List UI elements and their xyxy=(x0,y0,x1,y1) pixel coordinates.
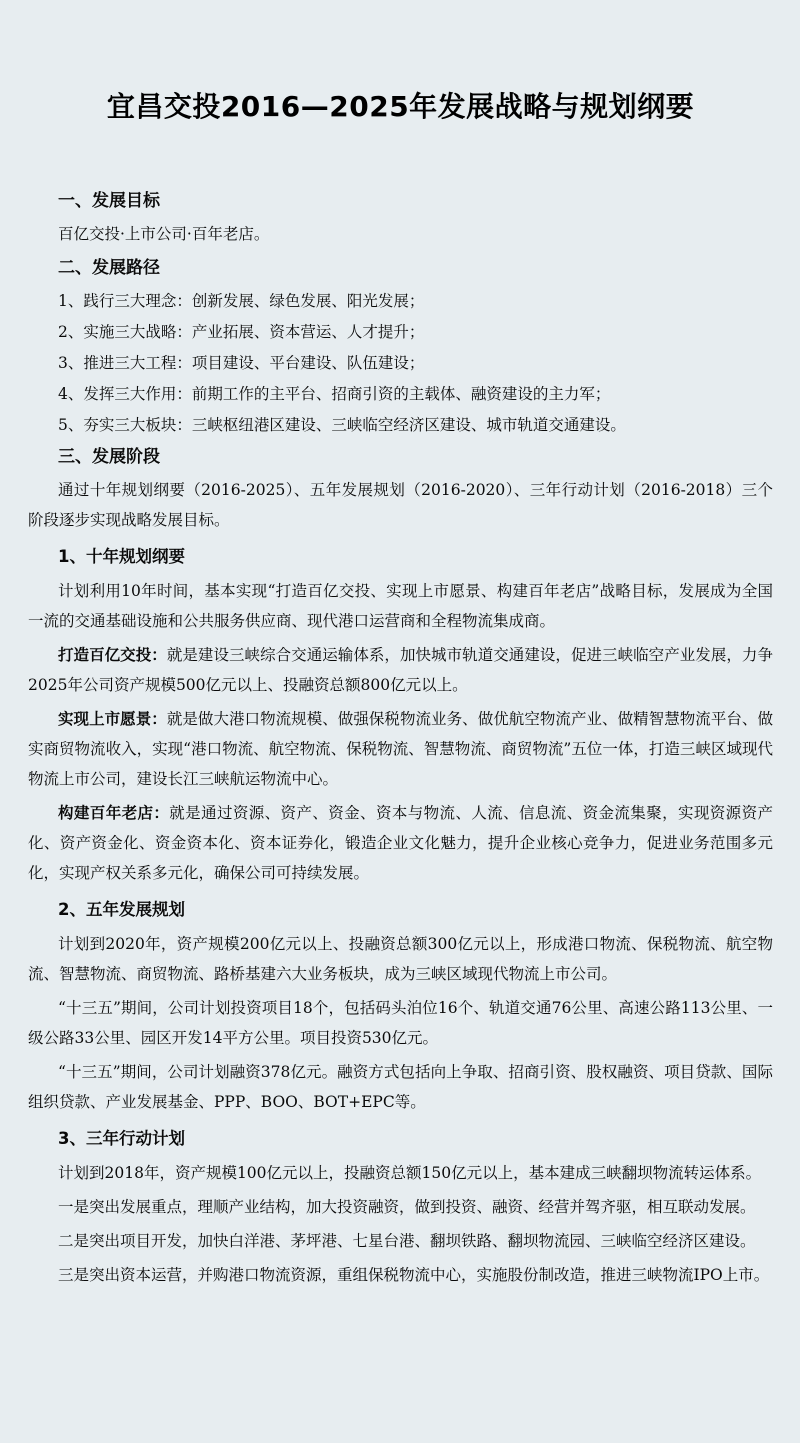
paragraph-realize-listing-vision xyxy=(28,704,773,794)
paragraph-priority-capital-operation: 三是突出资本运营，并购港口物流资源，重组保税物流中心，实施股份制改造，推进三峡物流IPO上市。 xyxy=(58,1266,770,1284)
list-item-three-concepts: 1、践行三大理念：创新发展、绿色发展、阳光发展； xyxy=(58,292,425,310)
subheading-three-year-action-plan: 3、三年行动计划 xyxy=(58,1129,185,1148)
list-item-three-sectors: 5、夯实三大板块：三峡枢纽港区建设、三峡临空经济区建设、城市轨道交通建设。 xyxy=(58,416,626,434)
paragraph-build-century-store xyxy=(28,798,773,888)
paragraph-build-ten-billion xyxy=(28,640,773,700)
paragraph-ten-year-plan: 计划利用10年时间，基本实现“打造百亿交投、实现上市愿景、构建百年老店”战略目标，发展成为全国一流的交通基础设施和公共服务供应商、现代港口运营商和全程物流集成商。 xyxy=(28,582,773,630)
document-body xyxy=(28,186,773,1290)
section-heading-development-goals: 一、发展目标 xyxy=(58,191,160,211)
list-item-three-roles: 4、发挥三大作用：前期工作的主平台、招商引资的主载体、融资建设的主力军； xyxy=(58,385,611,403)
subheading-five-year-plan: 2、五年发展规划 xyxy=(58,900,185,919)
paragraph-priority-project-development: 二是突出项目开发，加快白洋港、茅坪港、七星台港、翻坝铁路、翻坝物流园、三峡临空经济区建设。 xyxy=(58,1232,756,1250)
paragraph-priority-development-focus: 一是突出发展重点，理顺产业结构，加大投资融资，做到投资、融资、经营并驾齐驱，相互联动发展。 xyxy=(58,1198,756,1216)
document-title: 宜昌交投2016—2025年发展战略与规划纲要 xyxy=(106,90,695,123)
paragraph-lead-realize-listing-vision: 实现上市愿景： xyxy=(58,709,167,728)
paragraph-text: 就是建设三峡综合交通运输体系，加快城市轨道交通建设，促进三峡临空产业发展，力争2025年公司资产规模500亿元以上、投融资总额800亿元以上。 xyxy=(28,646,773,694)
paragraph-2020-targets: 计划到2020年，资产规模200亿元以上、投融资总额300亿元以上，形成港口物流、保税物流、航空物流、智慧物流、商贸物流、路桥基建六大业务板块，成为三峡区域现代物流上市公司。 xyxy=(28,935,773,983)
section-heading-development-paths: 二、发展路径 xyxy=(58,258,160,278)
paragraph-lead-build-ten-billion: 打造百亿交投： xyxy=(58,645,167,664)
paragraph-13th-fyp-financing: “十三五”期间，公司计划融资378亿元。融资方式包括向上争取、招商引资、股权融资、项目贷款、国际组织贷款、产业发展基金、PPP、BOO、BOT+EPC等。 xyxy=(28,1063,773,1111)
paragraph-lead-build-century-store: 构建百年老店： xyxy=(58,803,170,822)
paragraph-13th-fyp-investment: “十三五”期间，公司计划投资项目18个，包括码头泊位16个、轨道交通76公里、高速公路113公里、一级公路33公里、园区开发14平方公里。项目投资530亿元。 xyxy=(28,999,773,1047)
paragraph-2018-targets: 计划到2018年，资产规模100亿元以上，投融资总额150亿元以上，基本建成三峡翻坝物流转运体系。 xyxy=(58,1164,762,1182)
paragraph-goal-slogan: 百亿交投·上市公司·百年老店。 xyxy=(58,225,270,243)
section-heading-development-stages: 三、发展阶段 xyxy=(58,447,160,467)
list-item-three-strategies: 2、实施三大战略：产业拓展、资本营运、人才提升； xyxy=(58,323,425,341)
list-item-three-projects: 3、推进三大工程：项目建设、平台建设、队伍建设； xyxy=(58,354,425,372)
paragraph-text: 就是做大港口物流规模、做强保税物流业务、做优航空物流产业、做精智慧物流平台、做实商贸物流收入，实现“港口物流、航空物流、保税物流、智慧物流、商贸物流”五位一体，打造三峡区域现代物流上市公司，建设长江三峡航运物流中心。 xyxy=(28,710,773,788)
paragraph-text: 就是通过资源、资产、资金、资本与物流、人流、信息流、资金流集聚，实现资源资产化、资产资金化、资金资本化、资本证券化，锻造企业文化魅力，提升企业核心竞争力，促进业务范围多元化，实现产权关系多元化，确保公司可持续发展。 xyxy=(28,804,773,882)
subheading-ten-year-outline: 1、十年规划纲要 xyxy=(58,547,185,566)
paragraph-stages-overview: 通过十年规划纲要（2016-2025）、五年发展规划（2016-2020）、三年行动计划（2016-2018）三个阶段逐步实现战略发展目标。 xyxy=(28,481,773,529)
